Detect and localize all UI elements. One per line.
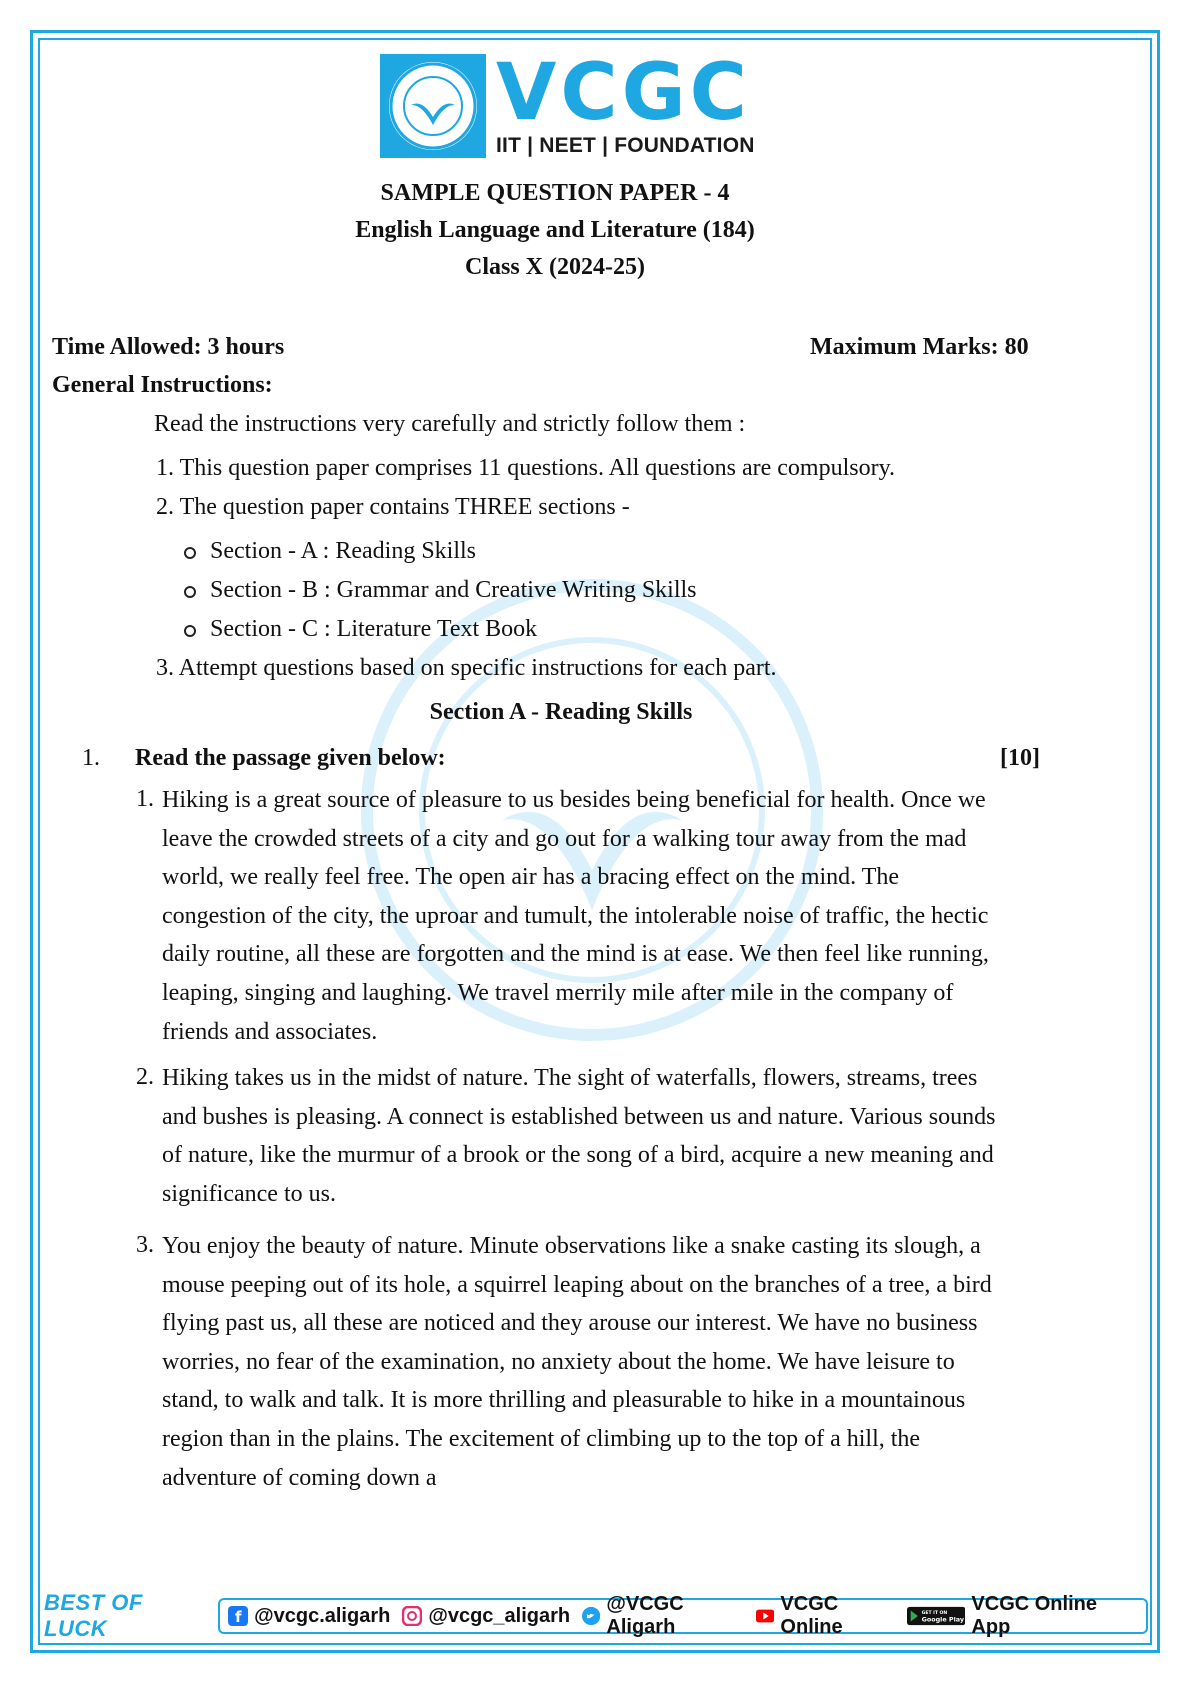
bullet-icon xyxy=(184,586,196,598)
paragraph-number: 2. xyxy=(136,1064,154,1090)
brand-tagline: IIT | NEET | FOUNDATION xyxy=(496,134,755,157)
paper-class: Class X (2024-25) xyxy=(465,254,645,280)
paragraph-number: 1. xyxy=(136,786,154,812)
svg-text:Google Play: Google Play xyxy=(921,1615,964,1624)
svg-text:f: f xyxy=(235,1608,242,1626)
youtube-link[interactable] xyxy=(756,1593,895,1639)
instagram-icon xyxy=(402,1606,422,1626)
google-play-icon xyxy=(907,1606,965,1626)
instagram-link[interactable] xyxy=(402,1605,570,1628)
twitter-icon xyxy=(582,1606,600,1626)
passage-paragraph: Hiking is a great source of pleasure to us besides being beneficial for health. Once we leave the crowded streets of a city and go out for a walking tour away from the mad world, we really feel free. The open air has a bracing effect on the mind. The congestion of the city, the uproar and tumult, the intolerable noise of traffic, the hectic daily routine, all these are forgotten and the mind is at ease. We then feel like running, leaping, singing and laughing. We travel merrily mile after mile in the company of friends and associates. xyxy=(162,787,989,1045)
facebook-link[interactable] xyxy=(228,1605,390,1628)
youtube-channel: VCGC Online xyxy=(780,1593,843,1638)
svg-text:GET IT ON: GET IT ON xyxy=(921,1611,948,1617)
instagram-handle: @vcgc_aligarh xyxy=(428,1604,571,1627)
question-number: 1. xyxy=(82,745,100,771)
brand-name: VCGC xyxy=(496,48,751,138)
facebook-icon xyxy=(228,1606,248,1626)
footer-bar xyxy=(44,1590,1148,1641)
app-link[interactable] xyxy=(907,1593,1126,1639)
vcgc-logo xyxy=(380,48,755,158)
paper-title: SAMPLE QUESTION PAPER - 4 xyxy=(380,180,730,206)
twitter-handle: @VCGC Aligarh xyxy=(606,1593,684,1638)
section-a-heading: Section A - Reading Skills xyxy=(429,699,693,725)
section-list-item: Section - C : Literature Text Book xyxy=(210,616,538,642)
instructions-intro: Read the instructions very carefully and strictly follow them : xyxy=(154,411,746,437)
social-links xyxy=(218,1593,1148,1638)
question-text: Read the passage given below: xyxy=(135,745,446,771)
passage-paragraph: Hiking takes us in the midst of nature. The sight of waterfalls, flowers, streams, trees and bushes is pleasing. A connect is established between us and nature. Various sounds of nature, like the murmur of a brook or the song of a bird, acquire a new meaning and significance to us. xyxy=(162,1065,996,1207)
vcgc-seal-icon xyxy=(380,54,486,158)
bullet-icon xyxy=(184,625,196,637)
instruction-item: 2. The question paper contains THREE sections - xyxy=(156,494,630,520)
question-marks: [10] xyxy=(1000,745,1040,771)
maximum-marks: Maximum Marks: 80 xyxy=(810,334,1029,360)
twitter-link[interactable] xyxy=(582,1593,744,1639)
facebook-handle: @vcgc.aligarh xyxy=(254,1604,391,1627)
section-list-item: Section - B : Grammar and Creative Writing Skills xyxy=(210,577,697,603)
best-of-luck: BEST OF LUCK xyxy=(44,1590,143,1641)
instruction-item: 1. This question paper comprises 11 questions. All questions are compulsory. xyxy=(156,455,896,481)
instruction-item: 3. Attempt questions based on specific instructions for each part. xyxy=(156,655,777,681)
time-allowed: Time Allowed: 3 hours xyxy=(52,334,285,360)
passage-paragraph: You enjoy the beauty of nature. Minute observations like a snake casting its slough, a mouse peeping out of its hole, a squirrel leaping about on the branches of a tree, a bird flying past us, all these are noticed and they arouse our interest. We have no business worries, no fear of the examination, no anxiety about the home. We have leisure to stand, to walk and talk. It is more thrilling and pleasurable to hike in a mountainous region than in the plains. The excitement of climbing up to the top of a hill, the adventure of coming down a xyxy=(162,1233,992,1491)
instructions-heading: General Instructions: xyxy=(52,372,273,398)
bullet-icon xyxy=(184,547,196,559)
paragraph-number: 3. xyxy=(136,1232,154,1258)
section-list-item: Section - A : Reading Skills xyxy=(210,538,477,564)
paper-subject: English Language and Literature (184) xyxy=(355,217,755,243)
app-name: VCGC Online App xyxy=(971,1593,1097,1638)
youtube-icon xyxy=(756,1606,774,1626)
